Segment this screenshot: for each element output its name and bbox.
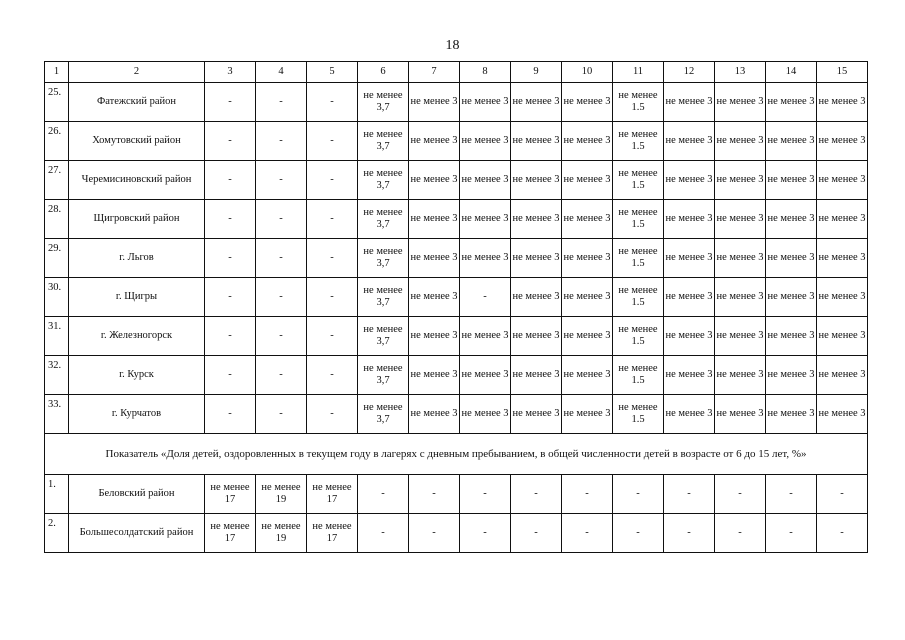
value-cell: не менее 3	[511, 122, 562, 161]
row-number: 32.	[45, 356, 69, 395]
value-cell: не менее 3	[460, 161, 511, 200]
value-cell: -	[358, 514, 409, 553]
row-number: 28.	[45, 200, 69, 239]
value-cell: не менее 3	[817, 200, 868, 239]
table-row	[45, 317, 868, 356]
value-cell: не менее 1.5	[613, 161, 664, 200]
value-cell: не менее 3	[766, 317, 817, 356]
value-cell: не менее 3,7	[358, 161, 409, 200]
header-cell: 8	[460, 62, 511, 83]
value-cell: не менее 3	[817, 122, 868, 161]
value-cell: не менее 3	[664, 239, 715, 278]
value-cell: -	[256, 200, 307, 239]
value-cell: -	[562, 514, 613, 553]
header-cell: 1	[45, 62, 69, 83]
value-cell: -	[664, 475, 715, 514]
value-cell: не менее 3	[664, 83, 715, 122]
value-cell: не менее 3	[562, 200, 613, 239]
district-name: г. Щигры	[69, 278, 205, 317]
value-cell: не менее 1.5	[613, 122, 664, 161]
district-name: г. Курчатов	[69, 395, 205, 434]
header-cell: 6	[358, 62, 409, 83]
table-row	[45, 122, 868, 161]
value-cell: -	[256, 317, 307, 356]
value-cell: не менее 3	[409, 122, 460, 161]
value-cell: -	[511, 475, 562, 514]
value-cell: не менее 3	[511, 317, 562, 356]
section-title: Показатель «Доля детей, оздоровленных в текущем году в лагерях с дневным пребыванием, в общей численности детей в возрасте от 6 до 15 лет, %»	[45, 434, 868, 475]
value-cell: не менее 3	[562, 122, 613, 161]
row-number: 30.	[45, 278, 69, 317]
value-cell: -	[205, 278, 256, 317]
value-cell: не менее 3	[766, 356, 817, 395]
value-cell: не менее 3,7	[358, 239, 409, 278]
value-cell: -	[409, 475, 460, 514]
value-cell: -	[664, 514, 715, 553]
value-cell: не менее 3	[817, 83, 868, 122]
value-cell: не менее 17	[307, 475, 358, 514]
value-cell: -	[205, 395, 256, 434]
value-cell: не менее 3	[511, 161, 562, 200]
value-cell: не менее 3	[715, 161, 766, 200]
header-cell: 3	[205, 62, 256, 83]
value-cell: -	[307, 317, 358, 356]
value-cell: не менее 3	[715, 395, 766, 434]
value-cell: -	[766, 514, 817, 553]
value-cell: -	[307, 239, 358, 278]
value-cell: -	[511, 514, 562, 553]
value-cell: -	[205, 122, 256, 161]
value-cell: -	[460, 475, 511, 514]
value-cell: не менее 3	[766, 395, 817, 434]
district-name: г. Железногорск	[69, 317, 205, 356]
value-cell: не менее 3	[511, 200, 562, 239]
header-cell: 4	[256, 62, 307, 83]
value-cell: не менее 1.5	[613, 239, 664, 278]
value-cell: не менее 3	[766, 278, 817, 317]
value-cell: не менее 3	[460, 317, 511, 356]
value-cell: -	[256, 278, 307, 317]
value-cell: не менее 3	[562, 317, 613, 356]
table-row	[45, 395, 868, 434]
value-cell: не менее 3	[664, 395, 715, 434]
value-cell: не менее 3	[817, 317, 868, 356]
value-cell: не менее 3	[460, 83, 511, 122]
value-cell: не менее 3	[664, 122, 715, 161]
value-cell: не менее 3	[511, 83, 562, 122]
value-cell: не менее 3	[562, 395, 613, 434]
value-cell: не менее 3	[409, 239, 460, 278]
value-cell: не менее 3	[511, 395, 562, 434]
value-cell: не менее 3	[715, 278, 766, 317]
header-cell: 7	[409, 62, 460, 83]
table-row	[45, 278, 868, 317]
header-cell: 12	[664, 62, 715, 83]
value-cell: не менее 3	[562, 239, 613, 278]
row-number: 27.	[45, 161, 69, 200]
value-cell: не менее 3	[664, 356, 715, 395]
value-cell: не менее 3	[511, 356, 562, 395]
value-cell: не менее 3,7	[358, 200, 409, 239]
value-cell: -	[205, 161, 256, 200]
value-cell: не менее 3	[817, 395, 868, 434]
row-number: 2.	[45, 514, 69, 553]
value-cell: -	[307, 161, 358, 200]
value-cell: не менее 3	[460, 122, 511, 161]
district-name: Большесолдатский район	[69, 514, 205, 553]
value-cell: не менее 3	[460, 356, 511, 395]
header-cell: 14	[766, 62, 817, 83]
value-cell: не менее 3	[766, 122, 817, 161]
district-name: Беловский район	[69, 475, 205, 514]
page-number: 18	[445, 38, 460, 53]
value-cell: не менее 3	[409, 317, 460, 356]
section-row	[45, 434, 868, 475]
value-cell: не менее 3,7	[358, 278, 409, 317]
value-cell: -	[256, 356, 307, 395]
value-cell: -	[307, 356, 358, 395]
value-cell: -	[460, 278, 511, 317]
value-cell: не менее 17	[205, 514, 256, 553]
header-cell: 2	[69, 62, 205, 83]
district-name: Щигровский район	[69, 200, 205, 239]
header-cell: 5	[307, 62, 358, 83]
table-row	[45, 161, 868, 200]
value-cell: не менее 3	[664, 278, 715, 317]
value-cell: не менее 3,7	[358, 122, 409, 161]
value-cell: не менее 3	[511, 239, 562, 278]
value-cell: не менее 3	[715, 239, 766, 278]
value-cell: не менее 3	[715, 317, 766, 356]
value-cell: не менее 1.5	[613, 395, 664, 434]
header-cell: 15	[817, 62, 868, 83]
table-row	[45, 356, 868, 395]
header-cell: 9	[511, 62, 562, 83]
value-cell: -	[766, 475, 817, 514]
value-cell: -	[205, 83, 256, 122]
table-row	[45, 200, 868, 239]
value-cell: не менее 17	[307, 514, 358, 553]
value-cell: не менее 3	[409, 200, 460, 239]
value-cell: не менее 3,7	[358, 356, 409, 395]
value-cell: не менее 3	[409, 356, 460, 395]
data-table	[44, 61, 868, 553]
value-cell: не менее 3	[715, 200, 766, 239]
district-name: Черемисиновский район	[69, 161, 205, 200]
value-cell: не менее 3	[817, 239, 868, 278]
value-cell: не менее 19	[256, 514, 307, 553]
value-cell: не менее 3	[562, 83, 613, 122]
value-cell: не менее 3	[409, 83, 460, 122]
value-cell: не менее 3,7	[358, 317, 409, 356]
value-cell: не менее 3	[766, 200, 817, 239]
value-cell: не менее 17	[205, 475, 256, 514]
value-cell: -	[205, 356, 256, 395]
row-number: 31.	[45, 317, 69, 356]
value-cell: -	[256, 239, 307, 278]
value-cell: не менее 1.5	[613, 278, 664, 317]
value-cell: -	[613, 475, 664, 514]
value-cell: не менее 3	[817, 278, 868, 317]
row-number: 33.	[45, 395, 69, 434]
value-cell: не менее 1.5	[613, 83, 664, 122]
district-name: г. Курск	[69, 356, 205, 395]
value-cell: не менее 3	[817, 161, 868, 200]
value-cell: не менее 3,7	[358, 395, 409, 434]
value-cell: не менее 3	[409, 278, 460, 317]
row-number: 25.	[45, 83, 69, 122]
table-row	[45, 514, 868, 553]
value-cell: -	[205, 200, 256, 239]
district-name: г. Льгов	[69, 239, 205, 278]
value-cell: -	[307, 278, 358, 317]
value-cell: не менее 3	[664, 161, 715, 200]
value-cell: не менее 3	[460, 395, 511, 434]
value-cell: не менее 3	[511, 278, 562, 317]
value-cell: не менее 3	[562, 278, 613, 317]
value-cell: не менее 3	[409, 161, 460, 200]
value-cell: не менее 3	[715, 83, 766, 122]
value-cell: -	[409, 514, 460, 553]
value-cell: не менее 3	[562, 161, 613, 200]
table-row	[45, 239, 868, 278]
value-cell: -	[817, 514, 868, 553]
value-cell: -	[256, 122, 307, 161]
value-cell: не менее 3	[715, 122, 766, 161]
header-cell: 11	[613, 62, 664, 83]
value-cell: не менее 1.5	[613, 356, 664, 395]
value-cell: не менее 3	[766, 161, 817, 200]
value-cell: -	[613, 514, 664, 553]
value-cell: -	[562, 475, 613, 514]
row-number: 29.	[45, 239, 69, 278]
value-cell: не менее 19	[256, 475, 307, 514]
value-cell: -	[205, 317, 256, 356]
header-cell: 13	[715, 62, 766, 83]
value-cell: -	[307, 122, 358, 161]
value-cell: не менее 3	[664, 317, 715, 356]
value-cell: не менее 3	[460, 239, 511, 278]
value-cell: -	[256, 161, 307, 200]
value-cell: не менее 3	[766, 83, 817, 122]
value-cell: не менее 1.5	[613, 317, 664, 356]
value-cell: -	[256, 83, 307, 122]
value-cell: не менее 3	[715, 356, 766, 395]
value-cell: не менее 3	[766, 239, 817, 278]
value-cell: -	[817, 475, 868, 514]
value-cell: не менее 3	[409, 395, 460, 434]
row-number: 1.	[45, 475, 69, 514]
value-cell: не менее 1.5	[613, 200, 664, 239]
value-cell: не менее 3	[562, 356, 613, 395]
value-cell: -	[307, 83, 358, 122]
value-cell: не менее 3,7	[358, 83, 409, 122]
value-cell: -	[205, 239, 256, 278]
value-cell: -	[715, 475, 766, 514]
table-row	[45, 83, 868, 122]
value-cell: -	[715, 514, 766, 553]
value-cell: -	[256, 395, 307, 434]
value-cell: -	[460, 514, 511, 553]
district-name: Хомутовский район	[69, 122, 205, 161]
header-cell: 10	[562, 62, 613, 83]
district-name: Фатежский район	[69, 83, 205, 122]
value-cell: -	[358, 475, 409, 514]
header-row	[45, 62, 868, 83]
value-cell: не менее 3	[817, 356, 868, 395]
value-cell: -	[307, 395, 358, 434]
value-cell: не менее 3	[664, 200, 715, 239]
table-row	[45, 475, 868, 514]
value-cell: не менее 3	[460, 200, 511, 239]
value-cell: -	[307, 200, 358, 239]
row-number: 26.	[45, 122, 69, 161]
